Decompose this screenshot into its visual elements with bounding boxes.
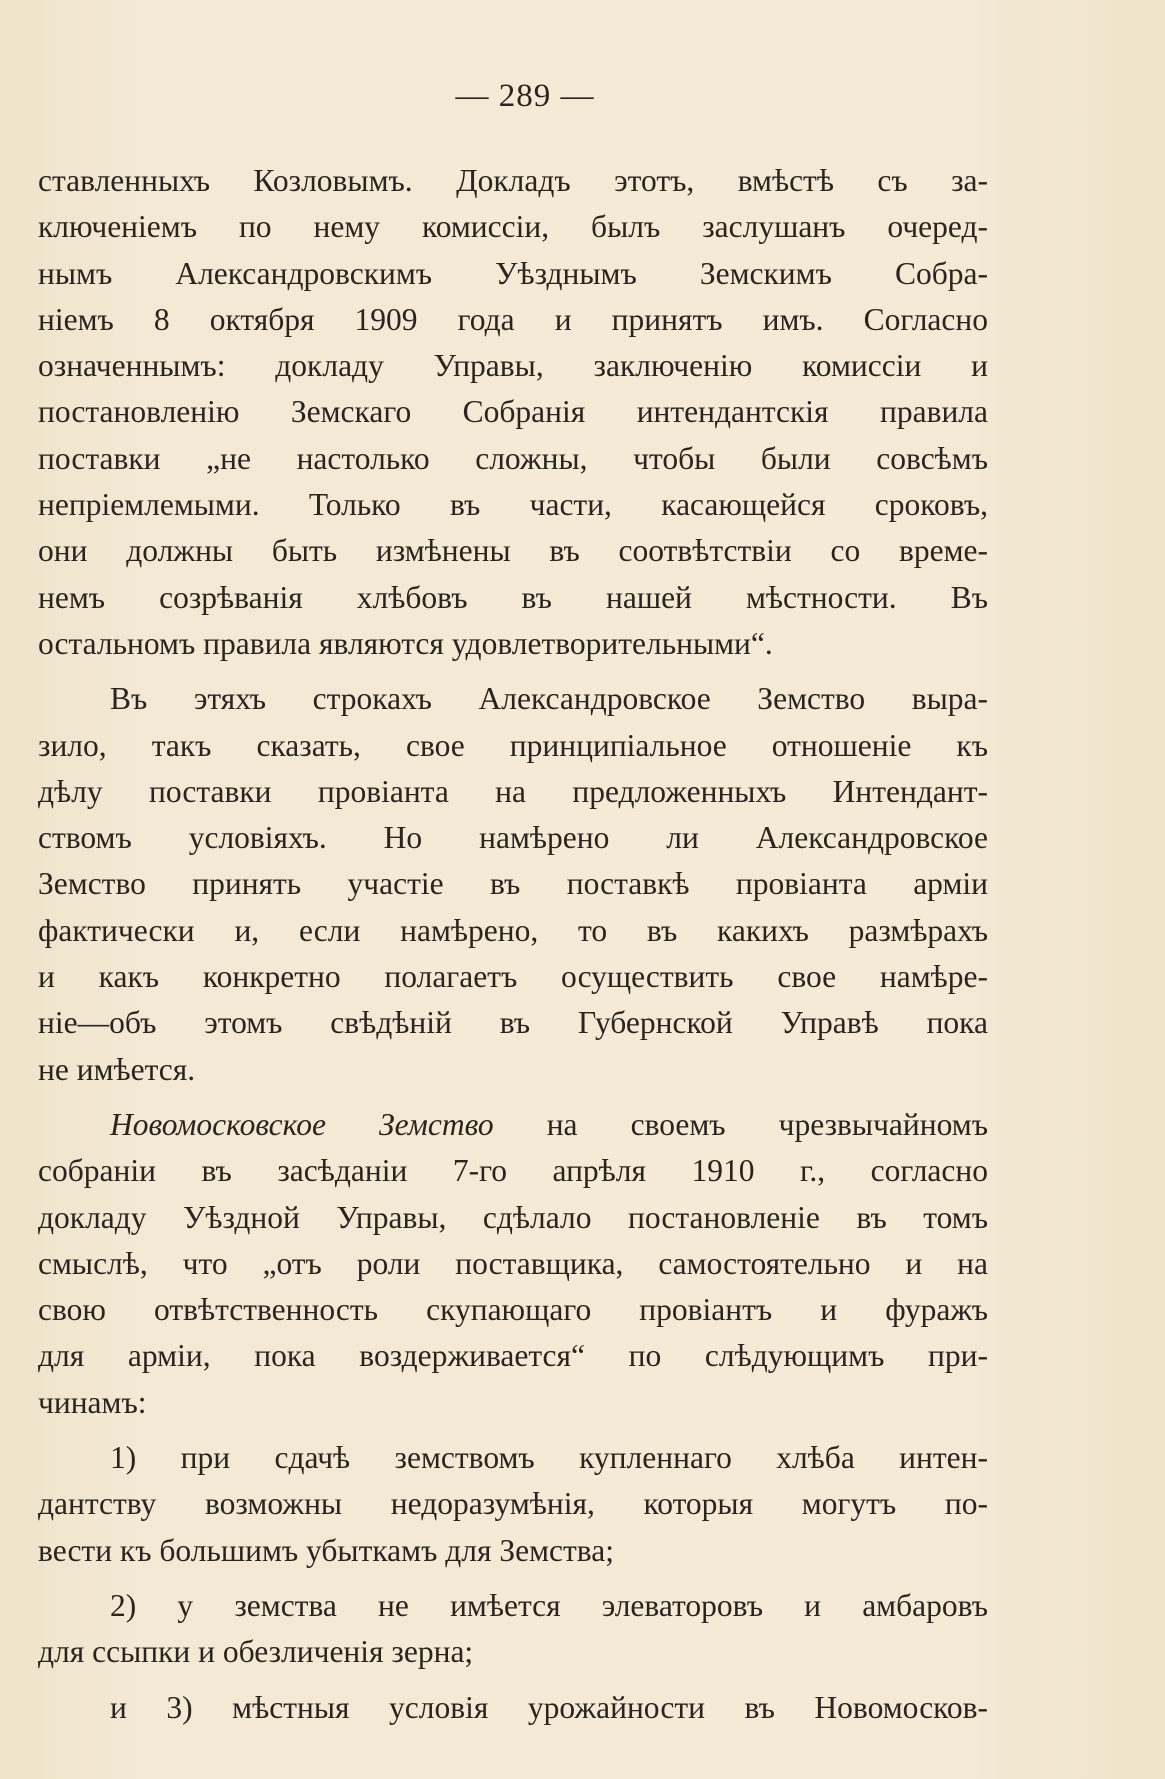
text-line: дѣлу поставки провіанта на предложенныхъ Интендант-: [38, 773, 988, 809]
text-line: [38, 1102, 988, 1148]
text-line: дантству возможны недоразумѣнія, которыя могутъ по-: [38, 1486, 988, 1522]
text-line: остальномъ правила являются удовлетворительными“.: [38, 625, 773, 661]
text-line: непріемлемыми. Только въ части, касающейся сроковъ,: [38, 487, 988, 523]
paragraph-6: [38, 1685, 988, 1731]
text-line: зило, такъ сказать, свое принципіальное отношеніе къ: [38, 727, 988, 763]
text-line: немъ созрѣванія хлѣбовъ въ нашей мѣстности. Въ: [38, 579, 988, 615]
text-fragment: на своемъ чрезвычайномъ: [493, 1106, 988, 1142]
text-line: 1) при сдачѣ земствомъ купленнаго хлѣба интен-: [110, 1440, 988, 1476]
paragraph-1: [38, 158, 988, 667]
text-line: для арміи, пока воздерживается“ по слѣдующимъ при-: [38, 1338, 988, 1374]
text-line: постановленію Земскаго Собранія интендантскія правила: [38, 394, 988, 430]
text-line: вести къ большимъ убыткамъ для Земства;: [38, 1532, 614, 1568]
text-line: они должны быть измѣнены въ соотвѣтствіи со време-: [38, 533, 988, 569]
text-line: для ссыпки и обезличенія зерна;: [38, 1634, 474, 1670]
italic-lead: Новомосковское Земство: [110, 1106, 494, 1142]
text-line: чинамъ:: [38, 1384, 147, 1420]
text-line: ставленныхъ Козловымъ. Докладъ этотъ, вмѣстѣ съ за-: [38, 163, 988, 198]
page-number: — 289 —: [455, 78, 595, 114]
text-line: означеннымъ: докладу Управы, заключенію комиссіи и: [38, 348, 988, 384]
text-line: поставки „не настолько сложны, чтобы были совсѣмъ: [38, 440, 988, 476]
text-line: собраніи въ засѣданіи 7-го апрѣля 1910 г., согласно: [38, 1153, 988, 1189]
paragraph-2: [38, 676, 988, 1093]
text-line: Земство принять участіе въ поставкѣ провіанта арміи: [38, 866, 988, 902]
text-line: 2) у земства не имѣется элеваторовъ и амбаровъ: [110, 1587, 988, 1623]
paragraph-3: [38, 1102, 988, 1426]
page-body: [38, 158, 988, 1731]
text-line: не имѣется.: [38, 1051, 196, 1087]
text-line: Въ этяхъ строкахъ Александровское Земство выра-: [110, 681, 988, 717]
text-line: ключеніемъ по нему комиссіи, былъ заслушанъ очеред-: [38, 209, 988, 245]
text-line: и 3) мѣстныя условія урожайности въ Новомосков-: [110, 1689, 988, 1725]
text-line: докладу Уѣздной Управы, сдѣлало постановленіе въ томъ: [38, 1199, 988, 1235]
text-line: ніе—объ этомъ свѣдѣній въ Губернской Управѣ пока: [38, 1005, 988, 1041]
text-line: нымъ Александровскимъ Уѣзднымъ Земскимъ Собра-: [38, 255, 988, 291]
paragraph-4: [38, 1435, 988, 1574]
text-line: ствомъ условіяхъ. Но намѣрено ли Александровское: [38, 820, 988, 856]
text-line: смыслѣ, что „отъ роли поставщика, самостоятельно и на: [38, 1245, 988, 1281]
text-line: и какъ конкретно полагаетъ осуществить свое намѣре-: [38, 959, 988, 995]
text-line: фактически и, если намѣрено, то въ какихъ размѣрахъ: [38, 912, 988, 948]
text-line: ніемъ 8 октября 1909 года и принятъ имъ. Согласно: [38, 301, 988, 337]
paragraph-5: [38, 1583, 988, 1676]
text-line: свою отвѣтственность скупающаго провіантъ и фуражъ: [38, 1292, 988, 1328]
